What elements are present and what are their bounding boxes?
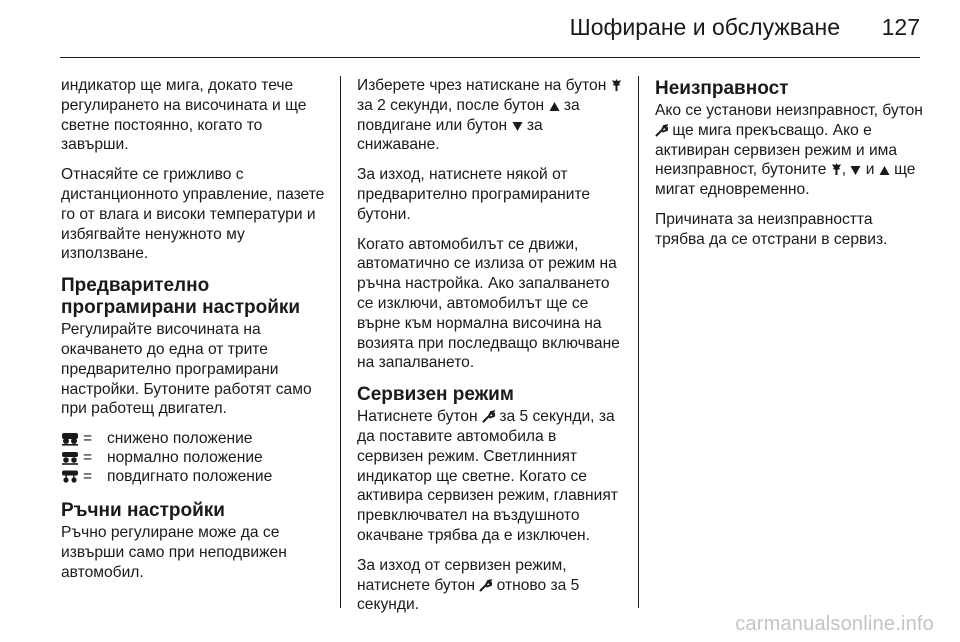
watermark: carmanualsonline.info <box>735 613 934 635</box>
paragraph: За изход, натиснете някой от предварително програмираните бутони. <box>357 166 591 223</box>
paragraph: Изберете чрез натискане на бутон за 2 секунди, после бутон за повдигане или бутон за снижаване. <box>357 76 627 155</box>
legend-row-normal <box>61 448 329 467</box>
lowered-position-icon <box>61 432 83 446</box>
paragraph: индикатор ще мига, докато тече регулирането на височината и ще светне постоянно, когато то завърши. <box>61 77 307 154</box>
header-title: Шофиране и обслужване <box>569 14 840 40</box>
column-1 <box>61 76 329 593</box>
page-number: 127 <box>881 14 920 40</box>
manual-mode-icon <box>831 162 842 176</box>
down-arrow-icon <box>512 121 523 132</box>
up-arrow-icon <box>549 101 560 112</box>
paragraph: Отнасяйте се грижливо с дистанционното управление, пазете го от влага и високи температури и избягвайте ненужното му използване. <box>61 166 325 263</box>
paragraph: Ако се установи неизправност, бутон ще мига прекъсващо. Ако е активиран сервизен режим и има неизправност, бутоните , и ще мигат едновременно. <box>655 102 923 199</box>
legend-row-lowered <box>61 429 329 448</box>
position-legend <box>61 429 329 486</box>
section-heading-preset: Предварително програмирани настройки <box>61 275 301 319</box>
legend-equals: = <box>83 448 93 466</box>
down-arrow-icon <box>850 165 861 176</box>
section-heading-service: Сервизен режим <box>357 384 514 406</box>
manual-mode-icon <box>611 78 622 92</box>
wrench-icon <box>479 579 492 592</box>
up-arrow-icon <box>879 165 890 176</box>
legend-label: снижено положение <box>107 429 253 447</box>
paragraph: Причината за неизправността трябва да се отстрани в сервиз. <box>655 210 888 248</box>
paragraph: Ръчно регулиране може да се извърши само при неподвижен автомобил. <box>61 524 287 581</box>
column-divider-2 <box>638 76 639 608</box>
column-divider-1 <box>340 76 341 608</box>
legend-equals: = <box>83 429 93 447</box>
section-heading-manual: Ръчни настройки <box>61 500 225 522</box>
wrench-icon <box>482 410 495 423</box>
paragraph: Когато автомобилът се движи, автоматично се излиза от режим на ръчна настройка. Ако запалването се изключи, автомобилът ще се върне към нормална височина на возията при последващо включване на запалването. <box>357 235 620 372</box>
paragraph: Регулирайте височината на окачването до една от трите предварително програмирани настройки. Бутоните работят само при работещ двигател. <box>61 321 312 418</box>
page-header <box>0 0 960 60</box>
paragraph: Натиснете бутон за 5 секунди, за да поставите автомобила в сервизен режим. Светлинният индикатор ще светне. Когато се активира сервизен режим, главният превключвател на въздушното окачване трябва да е изключен. <box>357 408 618 544</box>
paragraph: За изход от сервизен режим, натиснете бутон отново за 5 секунди. <box>357 556 580 614</box>
section-heading-fault: Неизправност <box>655 78 789 99</box>
column-3 <box>655 76 925 260</box>
normal-position-icon <box>61 451 83 465</box>
wrench-icon <box>655 124 668 137</box>
legend-row-raised <box>61 467 329 486</box>
legend-label: нормално положение <box>107 448 263 466</box>
legend-equals: = <box>83 467 93 485</box>
column-2 <box>357 76 627 625</box>
header-divider <box>60 57 920 58</box>
raised-position-icon <box>61 470 83 484</box>
legend-label: повдигнато положение <box>107 467 273 485</box>
